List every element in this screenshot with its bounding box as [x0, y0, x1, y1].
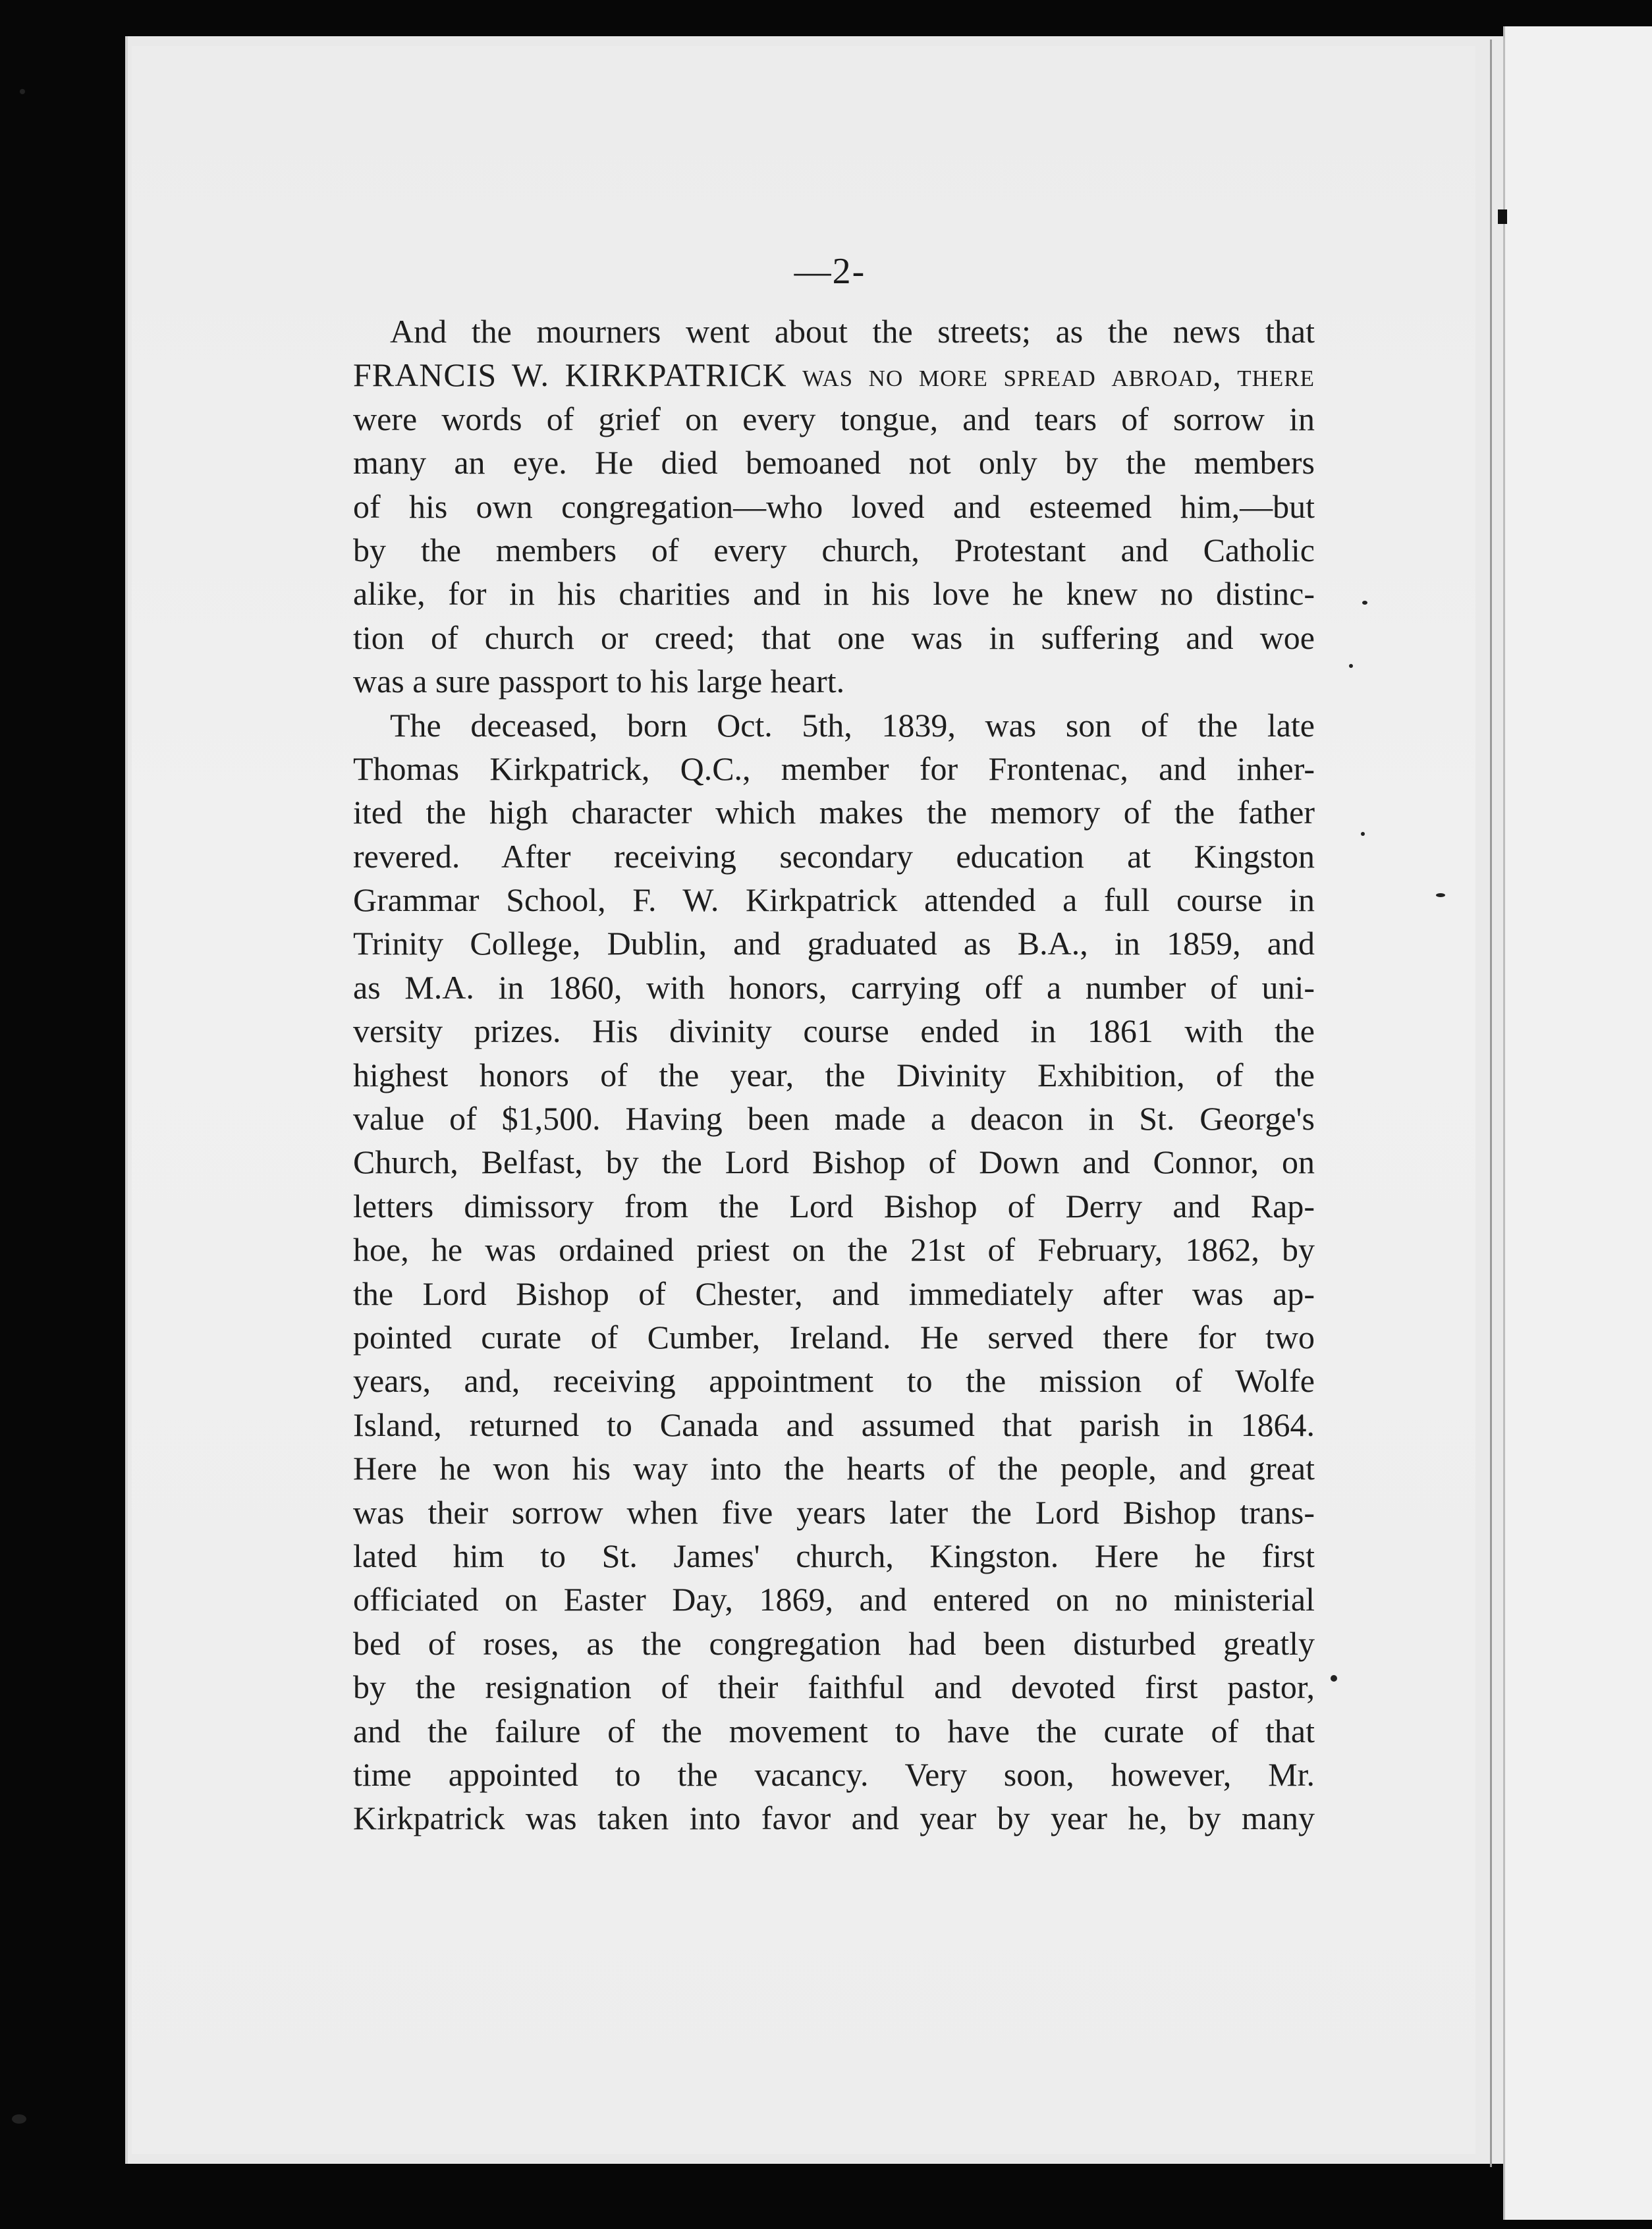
text-line: officiated on Easter Day, 1869, and entered on no ministerial — [353, 1581, 1315, 1618]
text-line: of his own congregation—who loved and esteemed him,—but — [353, 487, 1315, 525]
scan-speck — [1331, 1675, 1337, 1682]
text-line: highest honors of the year, the Divinity Exhibition, of the — [353, 1056, 1315, 1093]
page-number: —2- — [794, 251, 866, 292]
text-line: ited the high character which makes the memory of the father — [353, 794, 1315, 831]
text-line: The deceased, born Oct. 5th, 1839, was son of the late — [390, 706, 1315, 744]
scan-speck — [1362, 601, 1367, 605]
page-fold-line — [1490, 40, 1492, 2167]
text-line: was a sure passport to his large heart. — [353, 663, 845, 700]
text-line: and the failure of the movement to have the curate of that — [353, 1712, 1315, 1749]
text-line: hoe, he was ordained priest on the 21st of February, 1862, by — [353, 1231, 1315, 1269]
text-line: alike, for in his charities and in his love he knew no distinc- — [353, 575, 1315, 613]
text-line: the Lord Bishop of Chester, and immediately after was ap- — [353, 1275, 1315, 1312]
text-line: Thomas Kirkpatrick, Q.C., member for Frontenac, and inher- — [353, 750, 1315, 787]
scan-speck — [1361, 832, 1365, 836]
text-line: tion of church or creed; that one was in suffering and woe — [353, 619, 1315, 656]
paragraph-2 — [353, 703, 1315, 1840]
text-line: letters dimissory from the Lord Bishop of Derry and Rap- — [353, 1187, 1315, 1225]
paragraph-1 — [353, 310, 1315, 703]
text-line: by the members of every church, Protestant and Catholic — [353, 531, 1315, 568]
text-line: years, and, receiving appointment to the mission of Wolfe — [353, 1362, 1315, 1400]
binding-mark — [1498, 209, 1507, 224]
text-line: many an eye. He died bemoaned not only by the members — [353, 444, 1315, 482]
text-line: And the mourners went about the streets; as the news that — [390, 313, 1315, 350]
body-text — [353, 310, 1315, 1840]
scan-speck — [1436, 893, 1445, 897]
text-line: versity prizes. His divinity course ended in 1861 with the — [353, 1012, 1315, 1050]
text-line: Trinity College, Dublin, and graduated as B.A., in 1859, and — [353, 925, 1315, 962]
text-line: revered. After receiving secondary education at Kingston — [353, 837, 1315, 875]
adjacent-page-edge — [1503, 26, 1652, 2220]
text-line: Grammar School, F. W. Kirkpatrick attended a full course in — [353, 881, 1315, 919]
text-line: as M.A. in 1860, with honors, carrying off a number of uni- — [353, 968, 1315, 1006]
text-line: by the resignation of their faithful and devoted first pastor, — [353, 1668, 1315, 1706]
text-line: were words of grief on every tongue, and tears of sorrow in — [353, 400, 1315, 437]
text-line: Here he won his way into the hearts of the people, and great — [353, 1450, 1315, 1487]
text-line: bed of roses, as the congregation had been disturbed greatly — [353, 1624, 1315, 1662]
text-line: Island, returned to Canada and assumed that parish in 1864. — [353, 1406, 1315, 1443]
text-line: FRANCIS W. KIRKPATRICK was no more spread abroad, there — [353, 356, 1315, 394]
text-line: lated him to St. James' church, Kingston. Here he first — [353, 1537, 1315, 1574]
text-line: pointed curate of Cumber, Ireland. He served there for two — [353, 1318, 1315, 1356]
scan-speck — [20, 89, 25, 94]
text-line: Kirkpatrick was taken into favor and year by year he, by many — [353, 1800, 1315, 1837]
text-line: time appointed to the vacancy. Very soon, however, Mr. — [353, 1755, 1315, 1793]
text-line: was their sorrow when five years later the Lord Bishop trans- — [353, 1493, 1315, 1531]
text-line: Church, Belfast, by the Lord Bishop of Down and Connor, on — [353, 1143, 1315, 1181]
scan-speck — [1349, 664, 1353, 668]
text-line: value of $1,500. Having been made a deacon in St. George's — [353, 1100, 1315, 1138]
scan-speck — [12, 2114, 26, 2124]
